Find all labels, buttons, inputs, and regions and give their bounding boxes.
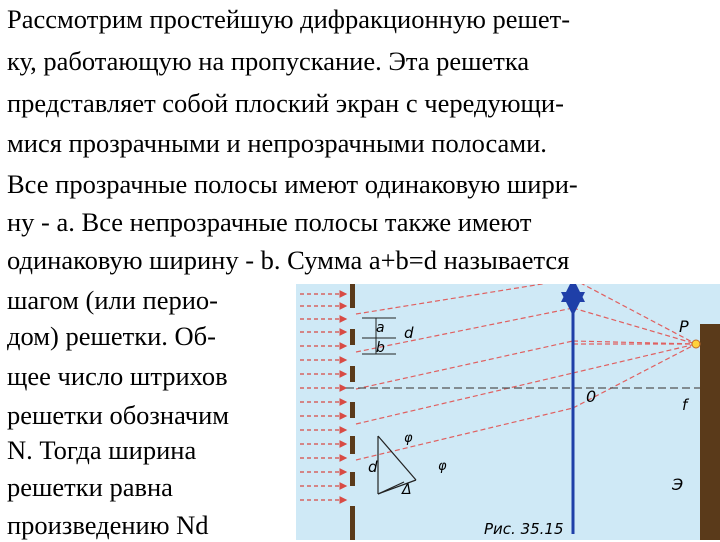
label-d-bottom: d [368,458,378,476]
label-o: 0 [586,387,597,406]
diffraction-grating-figure [296,284,720,540]
text-line: N. Тогда ширина [7,435,197,465]
figure-background [296,284,720,540]
text-line: мися прозрачными и непрозрачными полосами. [7,128,547,158]
text-line: произведению Nd [7,510,209,540]
label-phi-top: φ [404,431,413,446]
text-line: представляет собой плоский экран с чередующи- [7,88,564,118]
text-line: Все прозрачные полосы имеют одинаковую шири- [7,169,578,199]
label-e: Э [672,475,684,494]
text-line: ку, работающую на пропускание. Эта решетка [7,46,530,76]
label-p: P [679,317,689,336]
label-f: f [682,396,688,414]
label-phi-right: φ [438,459,447,474]
text-line: шагом (или перио- [7,285,219,315]
label-b: b [376,340,385,356]
text-line: решетки обозначим [7,400,230,430]
figure-caption: Рис. 35.15 [484,520,564,538]
screen [700,324,720,540]
label-d-top: d [404,324,414,342]
text-line: ну - a. Все непрозрачные полосы также имеют [7,207,532,237]
text-line: одинаковую ширину - b. Сумма a+b=d называется [7,245,570,275]
focus-point [692,340,700,348]
label-a: a [376,320,385,336]
text-line: дом) решетки. Об- [7,321,216,351]
text-line: щее число штрихов [7,361,228,391]
text-line: Рассмотрим простейшую дифракционную решет- [7,4,571,34]
text-line: решетки равна [7,472,173,502]
label-delta: Δ [402,482,412,498]
